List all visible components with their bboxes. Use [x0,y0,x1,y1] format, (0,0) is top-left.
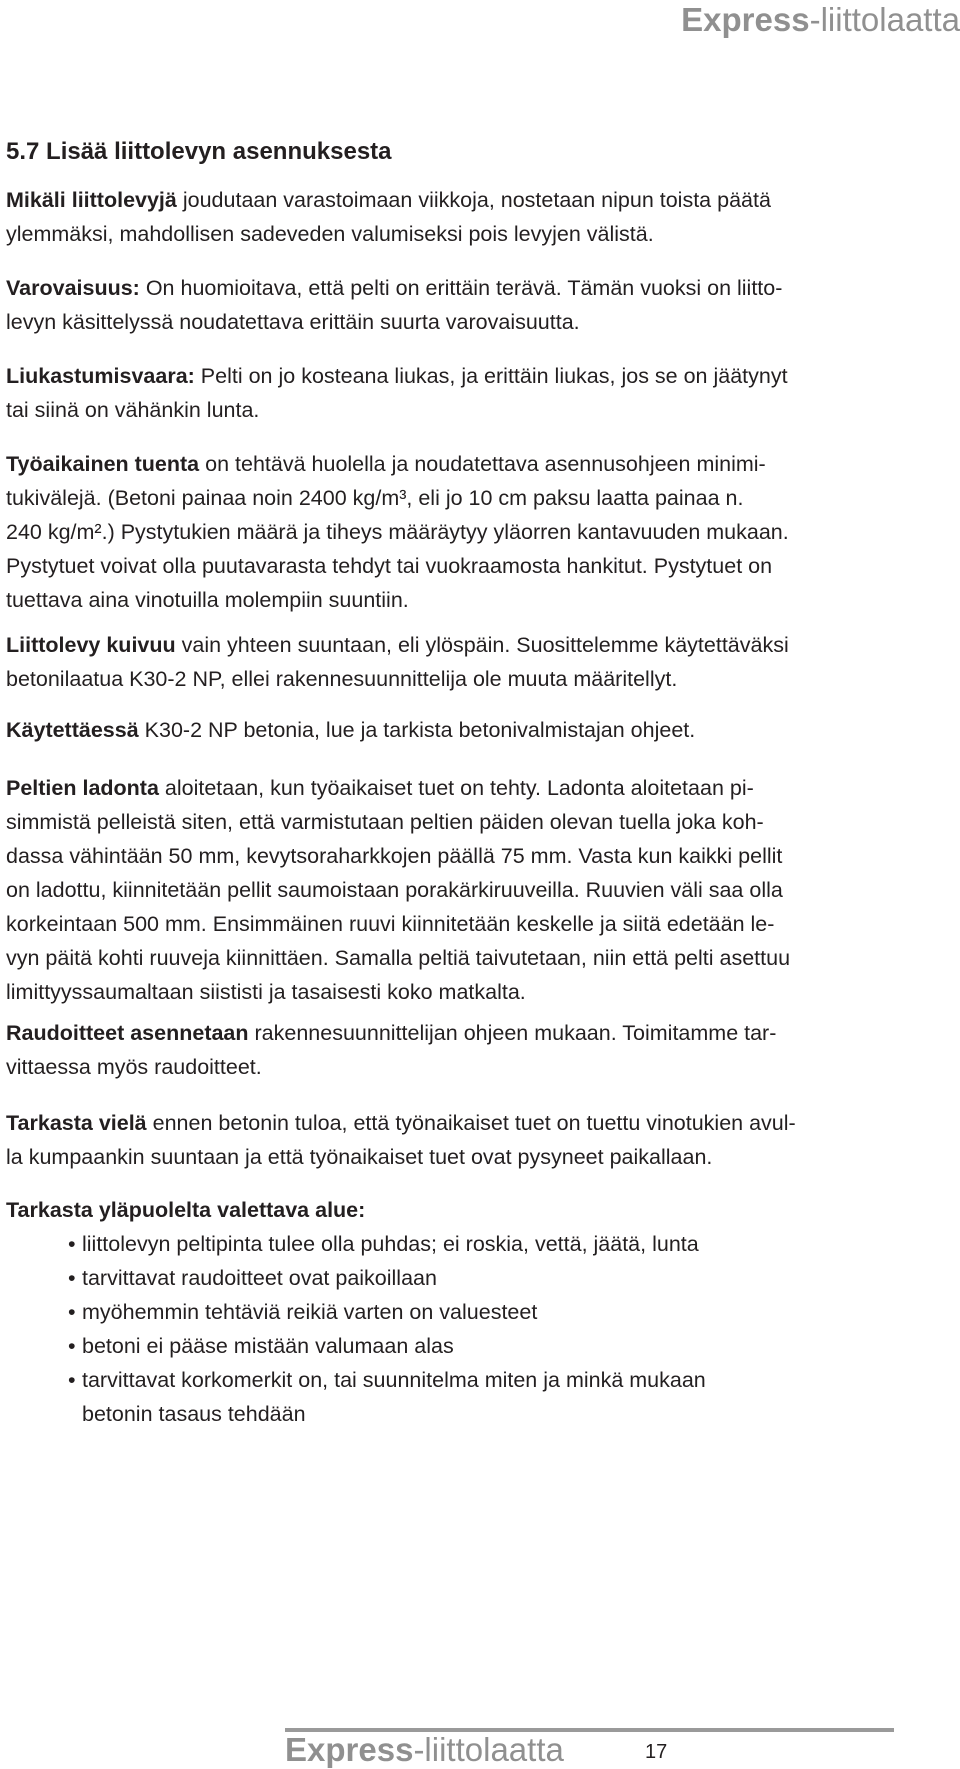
paragraph-line: On huomioitava, että pelti on erittäin terävä. Tämän vuoksi on liitto- [145,276,783,300]
paragraph-line: tukivälejä. (Betoni painaa noin 2400 kg/m³, eli jo 10 cm paksu laatta painaa n. [6,486,744,510]
paragraph-line: vyn päitä kohti ruuveja kiinnittäen. Samalla peltiä taivutetaan, niin että pelti asettuu [6,946,791,970]
paragraph-lead: Peltien ladonta [6,776,159,800]
paragraph-line: vain yhteen suuntaan, eli ylöspäin. Suosittelemme käytettäväksi [181,633,789,657]
paragraph [6,447,956,617]
paragraph [6,1016,956,1084]
paragraph-lead: Liukastumisvaara: [6,364,195,388]
list-item-text: betoni ei pääse mistään valumaan alas [82,1334,454,1358]
header-brand-bold: Express [681,1,810,38]
paragraph-line: simmistä pelleistä siten, että varmistutaan peltien päiden olevan tuella joka koh- [6,810,764,834]
footer-brand-rest: -liittolaatta [413,1731,564,1768]
paragraph-lead: Liittolevy kuivuu [6,633,176,657]
paragraph-line: ennen betonin tuloa, että työnaikaiset tuet on tuettu vinotukien avul- [152,1111,796,1135]
paragraph-lead: Mikäli liittolevyjä [6,188,177,212]
list-item [6,1227,956,1261]
bullet-icon: • [68,1368,76,1392]
paragraph [6,183,956,251]
paragraph [6,771,956,1009]
list-item-text: tarvittavat korkomerkit on, tai suunnitelma miten ja minkä mukaan [82,1368,706,1392]
list-item [6,1329,956,1363]
paragraph-line: Pystytuet voivat olla puutavarasta tehdyt tai vuokraamosta hankitut. Pystytuet on [6,554,773,578]
paragraph-line: korkeintaan 500 mm. Ensimmäinen ruuvi kiinnitetään keskelle ja siitä edetään le- [6,912,775,936]
paragraph-line: ylemmäksi, mahdollisen sadeveden valumiseksi pois levyjen välistä. [6,222,654,246]
paragraph-lead: Käytettäessä [6,718,139,742]
paragraph-line: limittyyssaumaltaan siististi ja tasaisesti koko matkalta. [6,980,526,1004]
footer-brand-bold: Express [285,1731,414,1768]
page-header [681,0,960,40]
paragraph-lead: Tarkasta vielä [6,1111,147,1135]
list-item-text: myöhemmin tehtäviä reikiä varten on valuesteet [82,1300,538,1324]
list-item [6,1295,956,1329]
paragraph-line: K30-2 NP betonia, lue ja tarkista betonivalmistajan ohjeet. [144,718,696,742]
checklist [6,1227,956,1431]
paragraph-line: betonilaatua K30-2 NP, ellei rakennesuunnittelija ole muuta määritellyt. [6,667,678,691]
paragraph-line: on ladottu, kiinnitetään pellit saumoistaan porakärkiruuveilla. Ruuvien väli saa olla [6,878,783,902]
bullet-icon: • [68,1232,76,1256]
paragraph-line: tai siinä on vähänkin lunta. [6,398,260,422]
paragraph-lead: Raudoitteet asennetaan [6,1021,249,1045]
paragraph-line: 240 kg/m².) Pystytukien määrä ja tiheys määräytyy yläorren kantavuuden mukaan. [6,520,789,544]
paragraph [6,628,956,696]
paragraph-line: la kumpaankin suuntaan ja että työnaikaiset tuet ovat pysyneet paikallaan. [6,1145,713,1169]
list-item [6,1261,956,1295]
paragraph [6,1106,956,1174]
paragraph-line: on tehtävä huolella ja noudatettava asennusohjeen minimi- [205,452,766,476]
paragraph-line: dassa vähintään 50 mm, kevytsoraharkkojen päällä 75 mm. Vasta kun kaikki pellit [6,844,783,868]
bullet-icon: • [68,1300,76,1324]
paragraph-line: levyn käsittelyssä noudatettava erittäin suurta varovaisuutta. [6,310,580,334]
paragraph-lead: Työaikainen tuenta [6,452,200,476]
list-item-text: liittolevyn peltipinta tulee olla puhdas; ei roskia, vettä, jäätä, lunta [82,1232,699,1256]
page-number: 17 [645,1741,668,1763]
bullet-icon: • [68,1266,76,1290]
paragraph-lead: Varovaisuus: [6,276,140,300]
paragraph-line: tuettava aina vinotuilla molempiin suuntiin. [6,588,409,612]
section-heading: 5.7 Lisää liittolevyn asennuksesta [6,138,392,165]
paragraph [6,271,956,339]
list-item-text: tarvittavat raudoitteet ovat paikoillaan [82,1266,437,1290]
list-item-text: betonin tasaus tehdään [82,1402,306,1426]
paragraph-line: vittaessa myös raudoitteet. [6,1055,262,1079]
paragraph-line: joudutaan varastoimaan viikkoja, nostetaan nipun toista päätä [182,188,771,212]
header-brand-rest: -liittolaatta [809,1,960,38]
paragraph-line: Pelti on jo kosteana liukas, ja erittäin liukas, jos se on jäätynyt [200,364,788,388]
footer-brand [285,1731,564,1769]
list-item [6,1363,956,1431]
paragraph [6,359,956,427]
checklist-heading: Tarkasta yläpuolelta valettava alue: [6,1198,366,1222]
paragraph-line: aloitetaan, kun työaikaiset tuet on tehty. Ladonta aloitetaan pi- [164,776,754,800]
paragraph-line: rakennesuunnittelijan ohjeen mukaan. Toimitamme tar- [254,1021,777,1045]
bullet-icon: • [68,1334,76,1358]
paragraph [6,713,956,747]
